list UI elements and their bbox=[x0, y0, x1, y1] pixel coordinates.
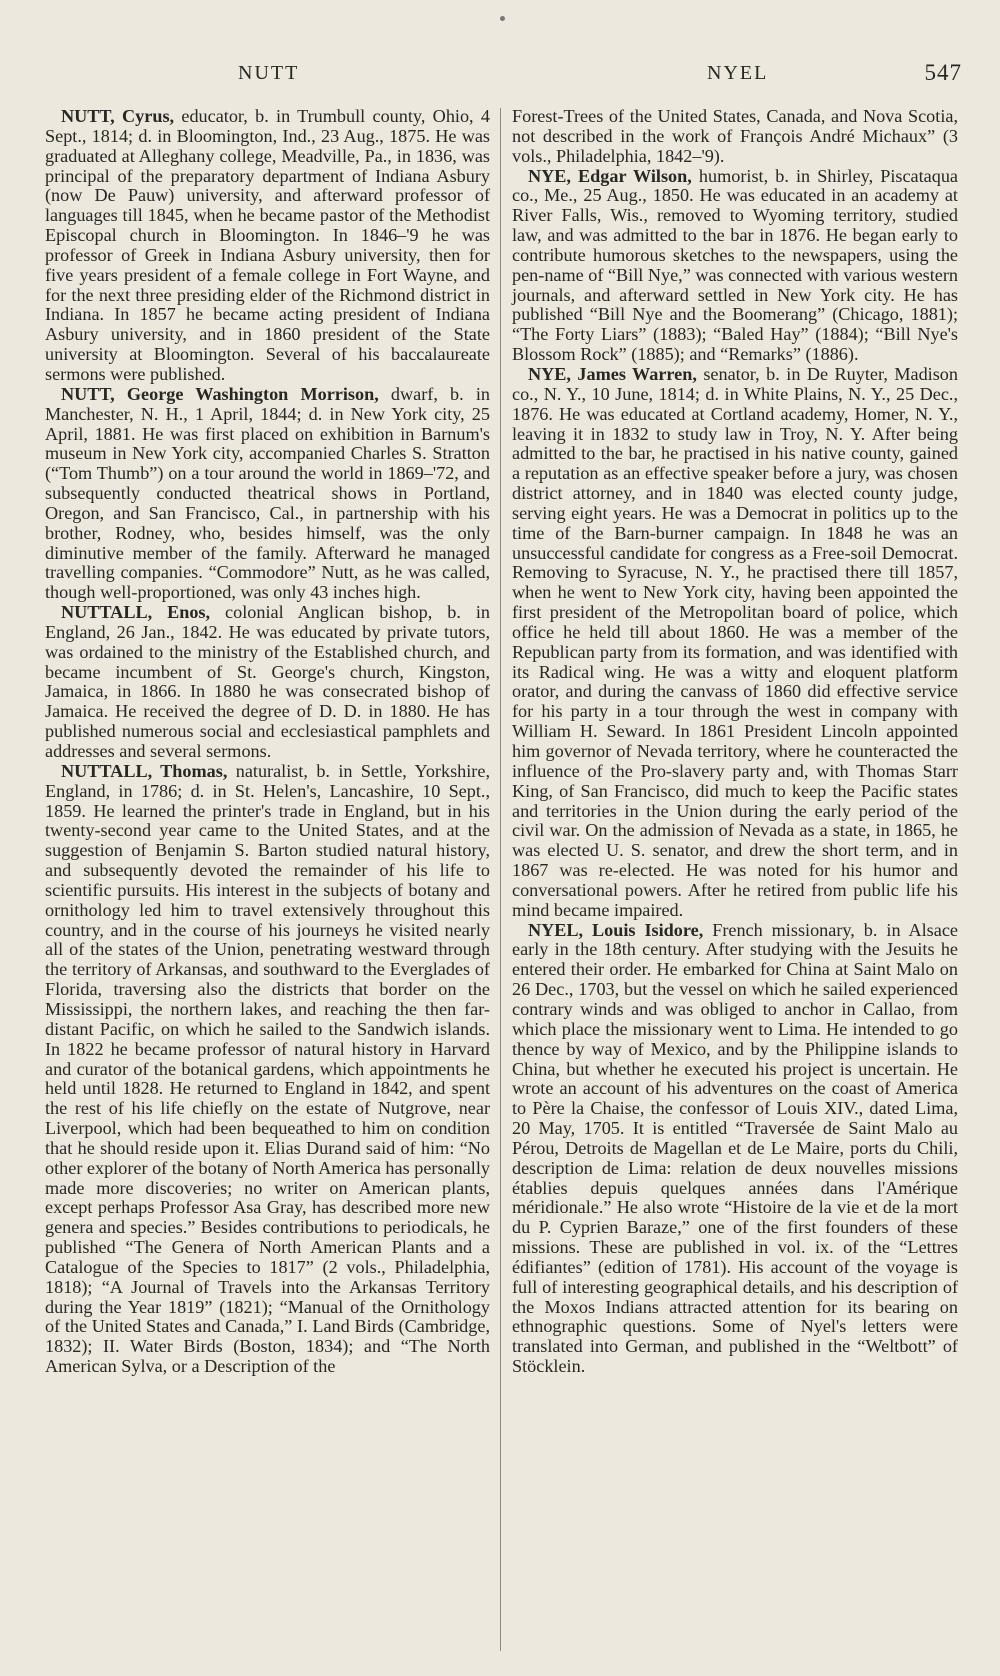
entry-nuttall-thomas bbox=[45, 762, 490, 1377]
page-number: 547 bbox=[924, 60, 962, 85]
entry-headword: NUTT, Cyrus, bbox=[61, 106, 175, 126]
entry-nuttall-enos bbox=[45, 603, 490, 762]
entry-text: humorist, b. in Shirley, Piscataqua co., Me., 25 Aug., 1850. He was educated in an academy at River Falls, Wis., removed to Wyoming territory, studied law, and was admitted to the bar in 1876. He began early to contribute humorous sketches to the newspapers, using the pen-name of “Bill Nye,” was connected with various western journals, and afterward settled in New York city. He has published “Bill Nye and the Boomerang” (Chicago, 1881); “The Forty Liars” (1883); “Baled Hay” (1884); “Bill Nye's Blossom Rock” (1885); and “Remarks” (1886). bbox=[512, 165, 959, 365]
entry-headword: NUTTALL, Enos, bbox=[61, 602, 211, 623]
entry-nye-edgar bbox=[512, 167, 958, 365]
entry-headword: NYEL, Louis Isidore, bbox=[528, 919, 704, 940]
left-column bbox=[45, 107, 490, 1377]
entry-text: senator, b. in De Ruyter, Madison co., N. Y., 10 June, 1814; d. in White Plains, N. Y., 25 Dec., 1876. He was educated at Cortland academy, Homer, N. Y., leaving it in 1832 to study law in Troy, N. Y. After being admitted to the bar, he practised in his native county, gained a reputation as an effective speaker before a jury, was chosen district attorney, and in 1840 was elected county judge, serving eight years. He was a Democrat in politics up to the time of the Barn-burner campaign. In 1848 he was an unsuccessful candidate for congress as a Free-soil Democrat. Removing to Syracuse, N. Y., he practised there till 1857, when he went to New York city, having been appointed the first president of the Metropolitan board of police, which office he held till about 1860. He was a member of the Republican party from its formation, and was identified with its Radical wing. He was a witty and eloquent platform orator, and during the canvass of 1860 did effective service for his party in a tour through the west in company with William H. Seward. In 1861 President Lincoln appointed him governor of Nevada territory, where he counteracted the influence of the Pro-slavery party and, with Thomas Starr King, of San Francisco, did much to keep the Pacific states and territories in the Union during the early period of the civil war. On the admission of Nevada as a state, in 1865, he was elected U. S. senator, and drew the short term, and in 1867 was re-elected. He was noted for his humor and conversational powers. After he retired from public life his mind became impaired. bbox=[512, 363, 958, 920]
entry-text: Forest-Trees of the United States, Canada, and Nova Scotia, not described in the work of François André Michaux” (3 vols., Philadelphia, 1842–'9). bbox=[512, 106, 958, 166]
right-column bbox=[512, 107, 958, 1377]
entry-text: French missionary, b. in Alsace early in the 18th century. After studying with the Jesuits he entered their order. He embarked for China at Saint Malo on 26 Dec., 1703, but the vessel on which he sailed experienced contrary winds and was obliged to anchor in Callao, from which place the missionary went to Lima. He intended to go thence by way of Mexico, and by the Philippine islands to China, but whether he executed his project is uncertain. He wrote an account of his adventures on the coast of America to Père la Chaise, the confessor of Louis XIV., dated Lima, 20 May, 1705. It is entitled “Traversée de Saint Malo au Pérou, Detroits de Magellan et de Le Maire, ports du Chili, description de Lima: relation de deux nouvelles missions établies depuis quelques années dans l'Amérique méridionale.” He also wrote “Histoire de la vie et de la mort du P. Cyprien Baraze,” one of the first founders of these missions. These are published in vol. ix. of the “Lettres édifiantes” (edition of 1781). His account of the voyage is full of interesting geographical details, and his description of the Moxos Indians attracted attention for its bearing on ethnographic questions. Some of Nyel's letters were translated into German, and published in the “Weltbott” of Stöcklein. bbox=[512, 919, 958, 1377]
page-mark bbox=[500, 16, 505, 21]
entry-text: dwarf, b. in Manchester, N. H., 1 April, 1844; d. in New York city, 25 April, 1881. He was first placed on exhibition in Barnum's museum in New York city, accompanied Charles S. Stratton (“Tom Thumb”) on a tour around the world in 1869–'72, and subsequently conducted theatrical shows in Portland, Oregon, and San Francisco, Cal., in partnership with his brother, Rodney, who, besides himself, was the only diminutive member of the family. Afterward he managed travelling companies. “Commodore” Nutt, as he was called, though well-proportioned, was only 43 inches high. bbox=[45, 383, 490, 603]
entry-nye-james bbox=[512, 365, 958, 921]
entry-text: colonial Anglican bishop, b. in England, 26 Jan., 1842. He was educated by private tutors, was ordained to the ministry of the Established church, and became incumbent of St. George's church, Kingston, Jamaica, in 1866. In 1880 he was consecrated bishop of Jamaica. He received the degree of D. D. in 1880. He has published numerous social and ecclesiastical pamphlets and addresses and several sermons. bbox=[45, 602, 490, 761]
column-divider bbox=[500, 108, 501, 1651]
entry-text: educator, b. in Trumbull county, Ohio, 4 Sept., 1814; d. in Bloomington, Ind., 23 Aug., 1875. He was graduated at Alleghany college, Meadville, Pa., in 1836, was principal of the preparatory department of Indiana Asbury (now De Pauw) university, and afterward professor of languages till 1845, when he became pastor of the Methodist Episcopal church in Bloomington. In 1846–'9 he was professor of Greek in Indiana Asbury university, then for five years president of a female college in Fort Wayne, and for the next three presiding elder of the Richmond district in Indiana. In 1857 he became acting president of Indiana Asbury university, and in 1860 president of the State university at Bloomington. Several of his baccalaureate sermons were published. bbox=[45, 106, 490, 384]
entry-headword: NUTT, George Washington Morrison, bbox=[61, 383, 379, 404]
entry-nutt-george bbox=[45, 385, 490, 603]
entry-headword: NYE, James Warren, bbox=[528, 363, 697, 384]
entry-nutt-cyrus bbox=[45, 107, 490, 385]
running-head-right: NYEL bbox=[707, 62, 769, 84]
entry-headword: NYE, Edgar Wilson, bbox=[528, 165, 692, 186]
entry-continuation bbox=[512, 107, 958, 167]
entry-text: naturalist, b. in Settle, Yorkshire, England, in 1786; d. in St. Helen's, Lancashire, 10 Sept., 1859. He learned the printer's trade in England, but in his twenty-second year came to the United States, and at the suggestion of Benjamin S. Barton studied natural history, and subsequently devoted the remainder of his life to scientific pursuits. His interest in the subjects of botany and ornithology led him to travel extensively throughout this country, and in the course of his journeys he visited nearly all of the states of the Union, penetrating westward through the territory of Arkansas, and southward to the Everglades of Florida, traversing also the districts that border on the Mississippi, the northern lakes, and reaching the then far-distant Pacific, on which he sailed to the Sandwich islands. In 1822 he became professor of natural history in Harvard and curator of the botanical gardens, which appointments he held until 1828. He returned to England in 1842, and spent the rest of his life chiefly on the estate of Nutgrove, near Liverpool, which had been bequeathed to him on condition that he should reside upon it. Elias Durand said of him: “No other explorer of the botany of North America has personally made more discoveries; no writer on American plants, except perhaps Professor Asa Gray, has described more new genera and species.” Besides contributions to periodicals, he published “The Genera of North American Plants and a Catalogue of the Species to 1817” (2 vols., Philadelphia, 1818); “A Journal of Travels into the Arkansas Territory during the Year 1819” (1821); “Manual of the Ornithology of the United States and Canada,” I. Land Birds (Cambridge, 1832); II. Water Birds (Boston, 1834); and “The North American Sylva, or a Description of the bbox=[45, 760, 490, 1377]
entry-nyel-louis bbox=[512, 921, 958, 1377]
entry-headword: NUTTALL, Thomas, bbox=[61, 760, 228, 781]
running-head-left: NUTT bbox=[238, 62, 300, 84]
